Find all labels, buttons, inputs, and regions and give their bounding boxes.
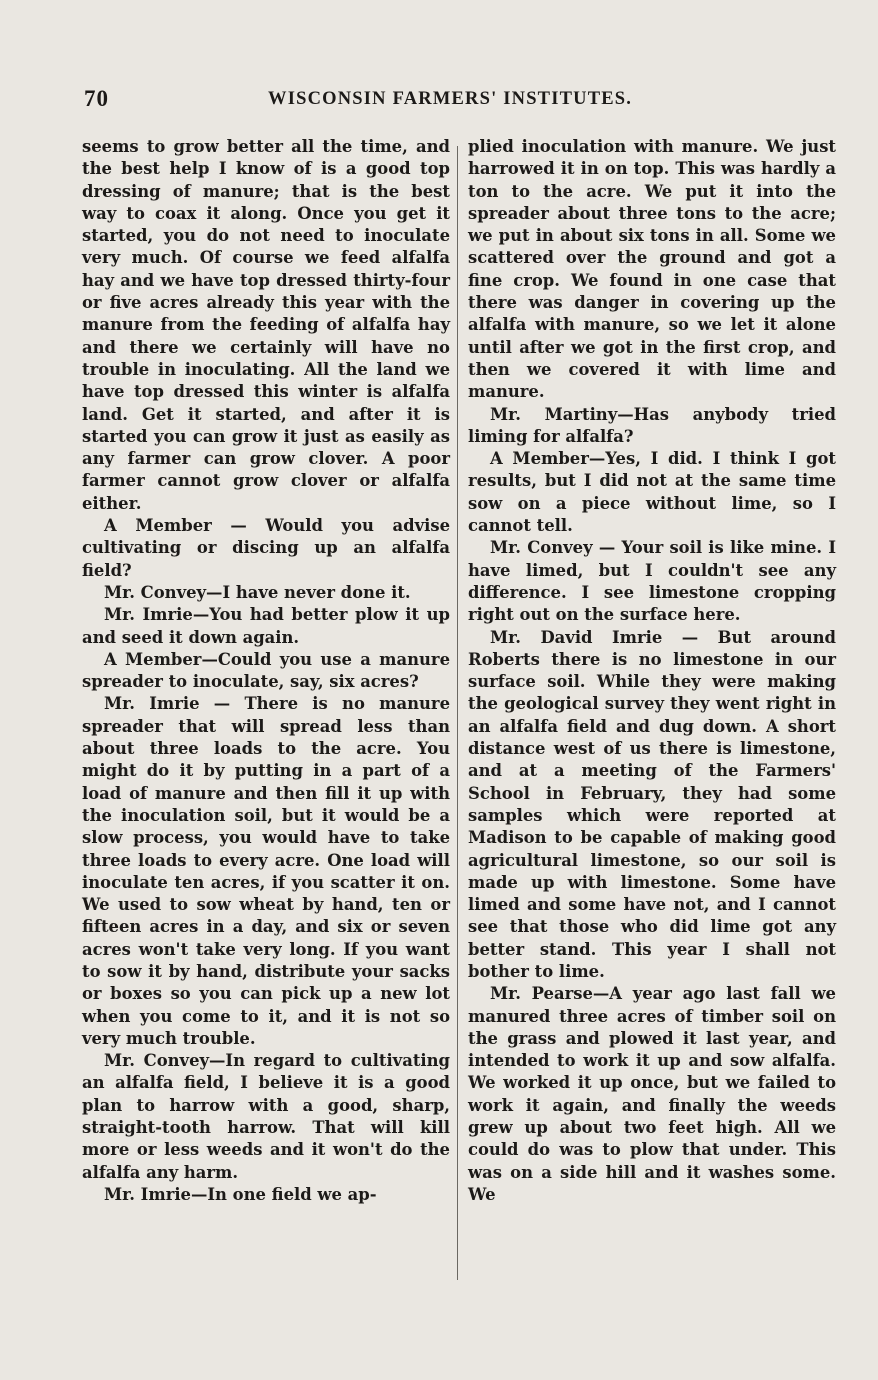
page-number: 70 — [84, 86, 109, 111]
paragraph: A Member—Could you use a manure spreader to inoculate, say, six acres? — [82, 649, 450, 692]
paragraph: Mr. Imrie—In one field we ap- — [104, 1184, 377, 1204]
paragraph: Mr. Convey — Your soil is like mine. I have limed, but I couldn't see any difference. I see limestone cropping right out on the surface here. — [468, 538, 836, 625]
left-column — [82, 136, 450, 1206]
paragraph: plied inoculation with manure. We just harrowed it in on top. This was hardly a ton to the acre. We put it into the spreader about three tons to the acre; we put in about six tons in all. Some we scattered over the ground and got a fine crop. We found in one case that there was danger in covering up the alfalfa with manure, so we let it alone until after we got in the first crop, and then we covered it with lime and manure. — [468, 137, 836, 402]
paragraph: Mr. Convey—I have never done it. — [104, 582, 411, 602]
paragraph: A Member — Would you advise cultivating or discing up an alfalfa field? — [82, 516, 450, 580]
paragraph: Mr. Imrie—You had better plow it up and seed it down again. — [82, 605, 450, 647]
paragraph: Mr. Imrie — There is no manure spreader that will spread less than about three loads to the acre. You might do it by putting in a part of a load of manure and then fill it up with the inoculation soil, but it would be a slow process, you would have to take three loads to every acre. One load will inoculate ten acres, if you scatter it on. We used to sow wheat by hand, ten or fifteen acres in a day, and six or seven acres won't take very long. If you want to sow it by hand, distribute your sacks or boxes so you can pick up a new lot when you come to it, and it is not so very much trouble. — [82, 694, 450, 1048]
paragraph: Mr. David Imrie — But around Roberts there is no limestone in our surface soil. While they were making the geological survey they went right in an alfalfa field and dug down. A short distance west of us there is limestone, and at a meeting of the Farmers' School in February, they had some samples which were reported at Madison to be capable of making good agricultural limestone, so our soil is made up with limestone. Some have limed and some have not, and I cannot see that those who did lime got any better stand. This year I shall not bother to lime. — [468, 627, 836, 981]
page-header — [84, 86, 844, 116]
paragraph: seems to grow better all the time, and the best help I know of is a good top dressing of manure; that is the best way to coax it along. Once you get it started, you do not need to inoculate very much. Of course we feed alfalfa hay and we have top dressed thirty-four or five acres already this year with the manure from the feeding of alfalfa hay and there we certainly will have no trouble in inoculating. All the land we have top dressed this winter is alfalfa land. Get it started, and after it is started you can grow it just as easily as any farmer can grow clover. A poor farmer cannot grow clover or alfalfa either. — [82, 137, 450, 513]
paragraph: A Member—Yes, I did. I think I got results, but I did not at the same time sow on a piece without lime, so I cannot tell. — [468, 449, 836, 536]
right-column — [468, 136, 836, 1206]
paragraph: Mr. Martiny—Has anybody tried liming for alfalfa? — [468, 404, 836, 446]
paragraph: Mr. Convey—In regard to cultivating an alfalfa field, I believe it is a good plan to harrow with a good, sharp, straight-tooth harrow. That will kill more or less weeds and it won't do the alfalfa any harm. — [82, 1051, 450, 1182]
running-title: WISCONSIN FARMERS' INSTITUTES. — [268, 89, 633, 109]
paragraph: Mr. Pearse—A year ago last fall we manured three acres of timber soil on the grass and plowed it last year, and intended to work it up and sow alfalfa. We worked it up once, but we failed to work it again, and finally the weeds grew up about two feet high. All we could do was to plow that under. This was on a side hill and it washes some. We — [468, 984, 836, 1204]
column-divider — [457, 146, 458, 1280]
